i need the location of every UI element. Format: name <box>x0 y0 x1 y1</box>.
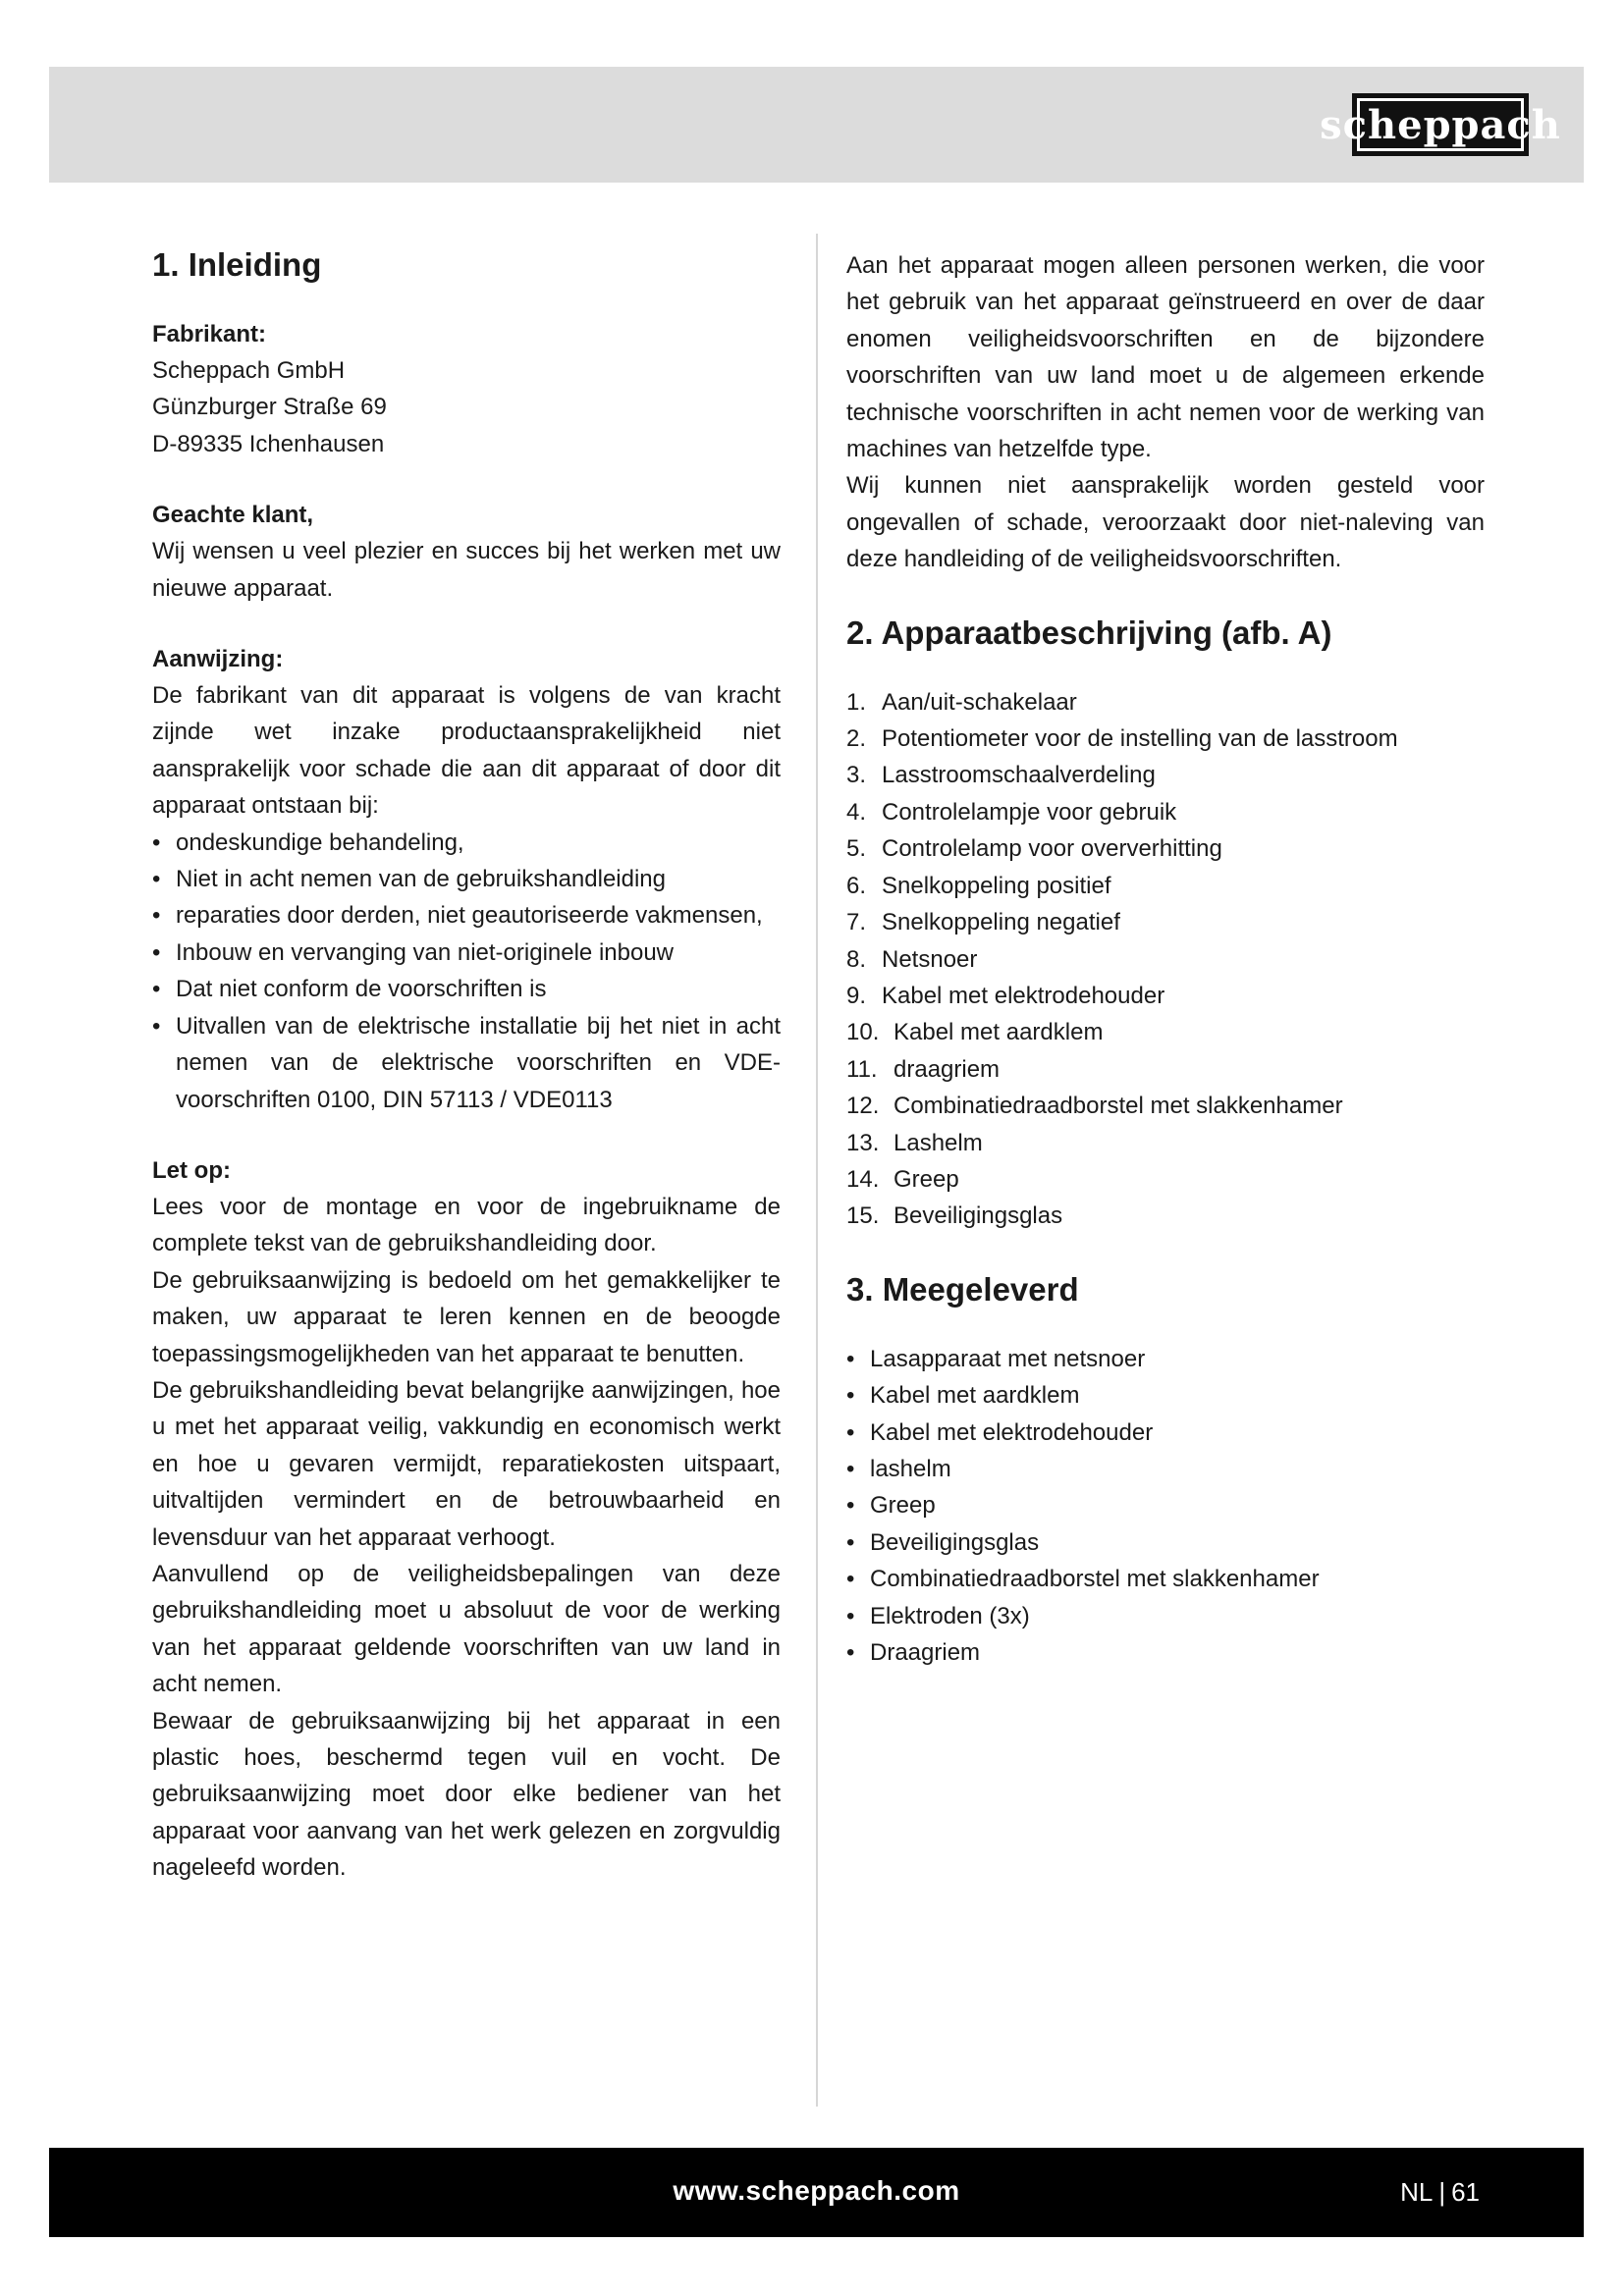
list-item: 12. Combinatiedraadborstel met slakkenhamer <box>846 1093 1343 1120</box>
list-item: • reparaties door derden, niet geautoriseerde vakmensen, <box>152 897 781 934</box>
list-item: 9. Kabel met elektrodehouder <box>846 982 1165 1009</box>
list-item: • Elektroden (3x) <box>846 1598 1485 1634</box>
greeting-text: Wij wensen u veel plezier en succes bij het werken met uw nieuwe apparaat. <box>152 538 781 602</box>
delivered-items-list <box>846 1341 1485 1672</box>
notice-bullet-list <box>152 825 781 1118</box>
attention-label: Let op: <box>152 1156 231 1184</box>
list-item: 1. Aan/uit-schakelaar <box>846 688 1077 716</box>
list-item: • Kabel met aardklem <box>846 1377 1485 1414</box>
device-parts-list <box>846 684 1485 1235</box>
section-heading-device-description: 2. Apparaatbeschrijving (afb. A) <box>846 614 1332 651</box>
brand-logo: scheppach <box>1352 93 1529 156</box>
list-item: 5. Controlelamp voor oververhitting <box>846 835 1222 863</box>
list-item: 15. Beveiligingsglas <box>846 1202 1063 1230</box>
attention-paragraph: Aanvullend op de veiligheidsbepalingen van deze gebruikshandleiding moet u absoluut de voor de werking van het apparaat geldende voorschriften van uw land in acht nemen. <box>152 1560 781 1698</box>
list-item: 2. Potentiometer voor de instelling van de lasstroom <box>846 725 1398 753</box>
manufacturer-line: Scheppach GmbH <box>152 357 346 384</box>
page-number-value: 61 <box>1451 2177 1480 2207</box>
list-item: • Dat niet conform de voorschriften is <box>152 971 781 1007</box>
website-link[interactable]: www.scheppach.com <box>673 2175 960 2206</box>
list-item: 8. Netsnoer <box>846 945 978 973</box>
manufacturer-line: Günzburger Straße 69 <box>152 394 387 421</box>
list-item: 7. Snelkoppeling negatief <box>846 909 1120 936</box>
notice-label: Aanwijzing: <box>152 646 284 673</box>
list-item: 10. Kabel met aardklem <box>846 1019 1104 1046</box>
page-separator: | <box>1438 2177 1446 2207</box>
language-code: NL <box>1400 2177 1434 2207</box>
list-item: 11. draagriem <box>846 1055 1001 1083</box>
manufacturer-label: Fabrikant: <box>152 321 267 347</box>
page-header <box>49 67 1584 183</box>
right-column <box>846 236 1485 1671</box>
notice-text: De fabrikant van dit apparaat is volgens de van kracht zijnde wet inzake productaansprakelijkheid niet aansprakelijk voor schade die aan dit apparaat of door dit apparaat ontstaan bij: <box>152 682 781 820</box>
intro-paragraph: Aan het apparaat mogen alleen personen werken, die voor het gebruik van het apparaat geïnstrueerd en over de daar enomen veiligheidsvoorschriften en de bijzondere voorschriften van uw land moet u de algemeen erkende technische voorschriften in acht nemen voor de werking van machines van hetzelfde type. <box>846 252 1485 463</box>
list-item: • Beveiligingsglas <box>846 1524 1485 1561</box>
column-divider <box>816 234 818 2107</box>
intro-paragraph: Wij kunnen niet aansprakelijk worden gesteld voor ongevallen of schade, veroorzaakt door niet-naleving van deze handleiding of de veiligheidsvoorschriften. <box>846 472 1485 573</box>
greeting-label: Geachte klant, <box>152 502 314 529</box>
list-item: • Greep <box>846 1487 1485 1523</box>
attention-paragraph: Lees voor de montage en voor de ingebruikname de complete tekst van de gebruikshandleiding door. <box>152 1193 781 1257</box>
list-item: • lashelm <box>846 1451 1485 1487</box>
section-heading-delivered: 3. Meegeleverd <box>846 1270 1079 1308</box>
list-item: 13. Lashelm <box>846 1129 983 1156</box>
list-item: • Combinatiedraadborstel met slakkenhamer <box>846 1561 1485 1597</box>
left-column <box>152 236 781 1887</box>
attention-paragraph: De gebruiksaanwijzing is bedoeld om het gemakkelijker te maken, uw apparaat te leren kennen en de beoogde toepassingsmogelijkheden van het apparaat te benutten. <box>152 1266 781 1367</box>
attention-paragraph: Bewaar de gebruiksaanwijzing bij het apparaat in een plastic hoes, beschermd tegen vuil en vocht. De gebruiksaanwijzing moet door elke bediener van het apparaat voor aanvang van het werk gelezen en zorgvuldig nageleefd worden. <box>152 1707 781 1882</box>
page-footer <box>49 2148 1584 2237</box>
list-item: 6. Snelkoppeling positief <box>846 872 1111 899</box>
attention-paragraph: De gebruikshandleiding bevat belangrijke aanwijzingen, hoe u met het apparaat veilig, vakkundig en economisch werkt en hoe u gevaren vermijdt, reparatiekosten uitspaart, uitvaltijden vermindert en de betrouwbaarheid en levensduur van het apparaat verhoogt. <box>152 1376 781 1551</box>
list-item: 3. Lasstroomschaalverdeling <box>846 762 1156 789</box>
list-item: • Uitvallen van de elektrische installatie bij het niet in acht nemen van de elektrische voorschriften en VDE-voorschriften 0100, DIN 57113 / VDE0113 <box>152 1008 781 1118</box>
list-item: • Kabel met elektrodehouder <box>846 1415 1485 1451</box>
page-number <box>1400 2177 1480 2208</box>
section-heading-introduction: 1. Inleiding <box>152 246 322 283</box>
list-item: • Draagriem <box>846 1634 1485 1671</box>
list-item: • ondeskundige behandeling, <box>152 825 781 861</box>
list-item: • Niet in acht nemen van de gebruikshandleiding <box>152 861 781 897</box>
manufacturer-line: D-89335 Ichenhausen <box>152 430 385 457</box>
list-item: • Inbouw en vervanging van niet-originele inbouw <box>152 934 781 971</box>
list-item: • Lasapparaat met netsnoer <box>846 1341 1485 1377</box>
list-item: 4. Controlelampje voor gebruik <box>846 798 1177 826</box>
list-item: 14. Greep <box>846 1165 959 1193</box>
